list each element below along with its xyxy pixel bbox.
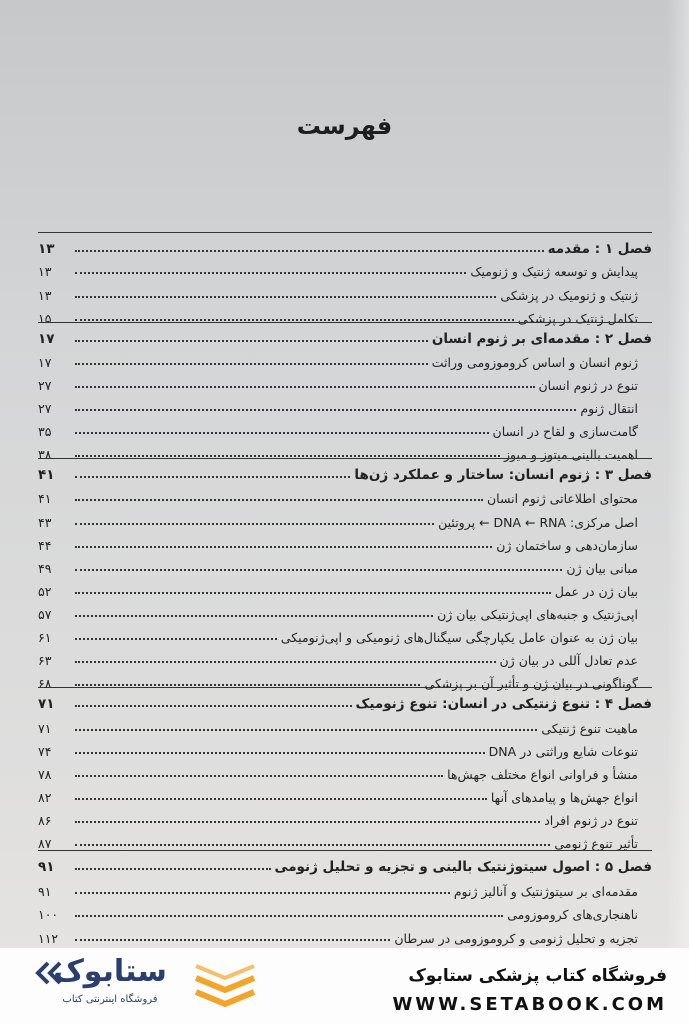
toc-entry-title: ماهیت تنوع ژنتیکی [541, 721, 638, 736]
store-url[interactable]: WWW.SETABOOK.COM [392, 994, 667, 1015]
toc-section-row [38, 348, 652, 370]
toc-entry-title: اصل مرکزی: DNA ← RNA ← پروتئین [438, 515, 638, 530]
toc-dot-leader [75, 476, 350, 478]
toc-entry-title: ژنتیک و ژنومیک در پزشکی [500, 288, 638, 303]
toc-page-number: ۵۲ [38, 584, 52, 599]
toc-chapter-row [38, 690, 652, 712]
toc-section-row [38, 760, 652, 782]
toc-entry-title: ژنوم انسان و اساس کروموزومی وراثت [431, 355, 638, 370]
toc-page-number: ۶۱ [38, 630, 52, 645]
toc-dot-leader [75, 705, 352, 707]
toc-dot-leader [75, 615, 433, 617]
toc-page-number: ۷۱ [38, 696, 55, 712]
toc-entry-title: سازمان‌دهی و ساختمان ژن [496, 538, 638, 553]
toc-section-row [38, 257, 652, 279]
toc-entry-title: فصل ۱ : مقدمه [547, 241, 652, 257]
toc-dot-leader [75, 409, 576, 411]
toc-entry-title: بیان ژن به عنوان عامل یکپارچگی سیگنال‌های ژنومیکی و اپی‌ژنومیکی [280, 630, 638, 645]
toc-section-row [38, 554, 652, 576]
toc-page-number: ۷۴ [38, 744, 52, 759]
book-logo-icon [190, 956, 260, 1016]
chapter-divider [38, 850, 652, 851]
toc-entry-title: گوناگونی در بیان ژن و تأثیر آن بر پزشکی [424, 676, 638, 691]
toc-page-number: ۹۱ [38, 859, 55, 875]
toc-dot-leader [75, 939, 390, 941]
toc-section-row [38, 508, 652, 530]
toc-dot-leader [75, 523, 434, 525]
toc-entry-title: فصل ۲ : مقدمه‌ای بر ژنوم انسان [431, 331, 652, 347]
toc-page-number: ۳۸ [38, 447, 52, 462]
toc-section-row [38, 371, 652, 393]
chapter-divider [38, 458, 652, 459]
toc-section-row [38, 877, 652, 899]
toc-page-number: ۱۱۲ [38, 931, 59, 946]
logo-subtext: فروشگاه اینترنتی کتاب [62, 994, 158, 1005]
toc-page-number: ۲۷ [38, 401, 52, 416]
toc-entry-title: تنوع در ژنوم افراد [544, 813, 638, 828]
toc-page-number: ۶۳ [38, 653, 52, 668]
toc-dot-leader [75, 821, 540, 823]
toc-page-number: ۸۷ [38, 836, 52, 851]
toc-entry-title: تنوعات شایع وراثتی در DNA [488, 744, 638, 759]
logo-wordmark: ستابوک [53, 954, 167, 989]
toc-entry-title: اهمیت بالینی میتوز و میوز [503, 447, 638, 462]
toc-entry-title: گامت‌سازی و لقاح در انسان [492, 424, 638, 439]
toc-page-number: ۱۳ [38, 288, 52, 303]
toc-dot-leader [75, 844, 550, 846]
toc-page-number: ۶۸ [38, 676, 52, 691]
toc-dot-leader [75, 499, 483, 501]
toc-page-number: ۴۳ [38, 515, 52, 530]
toc-dot-leader [75, 868, 271, 870]
toc-entry-title: مقدمه‌ای بر سیتوژنتیک و آنالیز ژنوم [453, 884, 638, 899]
toc-section-row [38, 829, 652, 851]
toc-page-number: ۵۷ [38, 607, 52, 622]
toc-entry-title: محتوای اطلاعاتی ژنوم انسان [486, 491, 638, 506]
page-edge-shading [667, 0, 689, 948]
toc-chapter-row [38, 853, 652, 875]
toc-entry-title: فصل ۳ : ژنوم انسان: ساختار و عملکرد ژن‌ها [354, 467, 652, 483]
toc-entry-title: انتقال ژنوم [580, 401, 638, 416]
toc-dot-leader [75, 775, 443, 777]
toc-entry-title: بیان ژن در عمل [554, 584, 638, 599]
toc-section-row [38, 737, 652, 759]
toc-entry-title: تأثیر تنوع ژنومی [554, 836, 638, 851]
toc-page-number: ۱۷ [38, 331, 55, 347]
toc-section-row [38, 394, 652, 416]
toc-section-row [38, 484, 652, 506]
toc-dot-leader [75, 455, 500, 457]
toc-section-row [38, 600, 652, 622]
toc-section-row [38, 577, 652, 599]
toc-dot-leader [75, 386, 535, 388]
chapter-divider [38, 687, 652, 688]
toc-chapter-row [38, 461, 652, 483]
toc-section-row [38, 646, 652, 668]
toc-dot-leader [75, 892, 450, 894]
toc-section-row [38, 783, 652, 805]
toc-dot-leader [75, 319, 514, 321]
toc-dot-leader [75, 592, 551, 594]
toc-dot-leader [75, 752, 485, 754]
toc-dot-leader [75, 340, 428, 342]
toc-dot-leader [75, 250, 544, 252]
toc-page-number: ۸۲ [38, 790, 52, 805]
toc-dot-leader [75, 272, 466, 274]
toc-entry-title: پیدایش و توسعه ژنتیک و ژنومیک [470, 264, 638, 279]
toc-entry-title: تجزیه و تحلیل ژنومی و کروموزومی در سرطان [394, 931, 638, 946]
toc-section-row [38, 924, 652, 946]
toc-chapter-row [38, 235, 652, 257]
toc-dot-leader [75, 684, 420, 686]
toc-page-number: ۸۶ [38, 813, 52, 828]
toc-page-number: ۴۱ [38, 467, 55, 483]
toc-page-number: ۱۳ [38, 241, 55, 257]
toc-dot-leader [75, 363, 428, 365]
toc-section-row [38, 900, 652, 922]
toc-dot-leader [75, 546, 492, 548]
toc-entry-title: اپی‌ژنتیک و جنبه‌های اپی‌ژنتیکی بیان ژن [437, 607, 638, 622]
toc-section-row [38, 417, 652, 439]
toc-page-number: ۳۵ [38, 424, 52, 439]
toc-entry-title: منشأ و فراوانی انواع مختلف جهش‌ها [447, 767, 638, 782]
toc-page-number: ۷۱ [38, 721, 52, 736]
toc-dot-leader [75, 638, 277, 640]
toc-entry-title: فصل ۵ : اصول سیتوژنتیک بالینی و تجزیه و تحلیل ژنومی [274, 859, 652, 875]
toc-dot-leader [75, 798, 487, 800]
toc-entry-title: تکامل ژنتیک در پزشکی [517, 311, 638, 326]
toc-chapter-row [38, 325, 652, 347]
toc-section-row [38, 806, 652, 828]
toc-section-row [38, 281, 652, 303]
toc-dot-leader [75, 915, 503, 917]
toc-dot-leader [75, 296, 496, 298]
chapter-divider [38, 322, 652, 323]
store-name: فروشگاه کتاب پزشکی ستابوک [408, 966, 667, 986]
toc-page-number: ۷۸ [38, 767, 52, 782]
toc-entry-title: عدم تعادل آللی در بیان ژن [499, 653, 638, 668]
toc-page-number: ۲۷ [38, 378, 52, 393]
toc-page-number: ۹۱ [38, 884, 52, 899]
store-footer-banner [0, 948, 689, 1024]
toc-entry-title: تنوع در ژنوم انسان [538, 378, 638, 393]
toc-dot-leader [75, 569, 562, 571]
toc-dot-leader [75, 661, 496, 663]
toc-entry-title: انواع جهش‌ها و پیامدهای آنها [490, 790, 638, 805]
toc-page-number: ۱۰۰ [38, 907, 59, 922]
toc-section-row [38, 714, 652, 736]
toc-entry-title: مبانی بیان ژن [566, 561, 638, 576]
toc-page-number: ۱۵ [38, 311, 52, 326]
toc-page-number: ۴۱ [38, 491, 52, 506]
toc-section-row [38, 531, 652, 553]
page-title: فهرست [296, 112, 393, 140]
toc-page-number: ۴۹ [38, 561, 52, 576]
chapter-divider [38, 232, 652, 233]
toc-page-number: ۴۴ [38, 538, 52, 553]
toc-entry-title: فصل ۴ : تنوع ژنتیکی در انسان: تنوع ژنومیک [355, 696, 652, 712]
toc-entry-title: ناهنجاری‌های کروموزومی [507, 907, 638, 922]
toc-section-row [38, 623, 652, 645]
toc-page-number: ۱۳ [38, 264, 52, 279]
toc-page-number: ۱۷ [38, 355, 52, 370]
toc-dot-leader [75, 432, 489, 434]
toc-dot-leader [75, 729, 537, 731]
